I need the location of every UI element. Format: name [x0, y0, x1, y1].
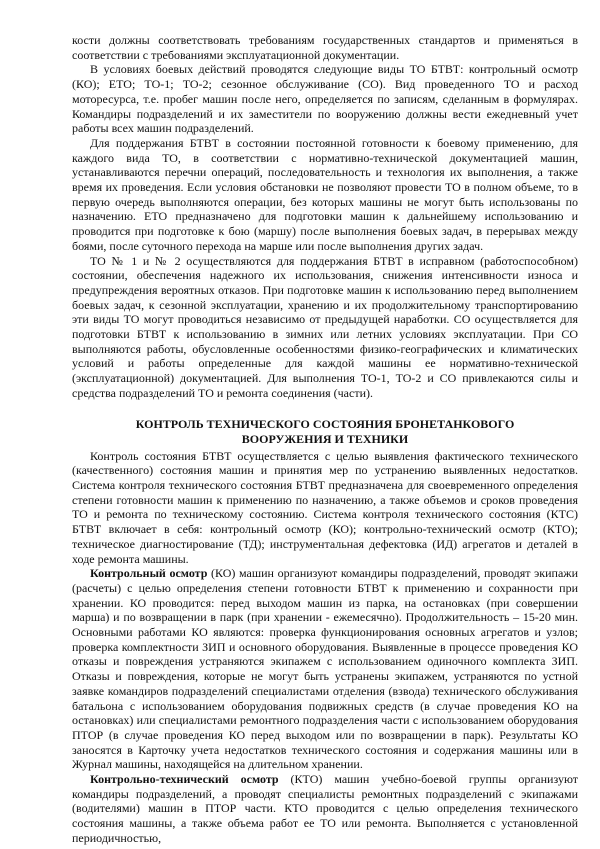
term-technical-inspection: Контрольно-технический осмотр	[90, 772, 279, 787]
paragraph-control-inspection	[72, 566, 578, 772]
paragraph-technical-inspection	[72, 772, 578, 846]
paragraph-maintenance-types: В условиях боевых действий проводятся следующие виды ТО БТВТ: контрольный осмотр (КО); ЕТО; ТО-1; ТО-2; сезонное обслуживание (СО). Вид проведенного ТО и расход моторесурса, т.е. пробег машин после него, определяется по записям, сделанным в формулярах. Командиры подразделений и их заместители по вооружению должны вести ежедневный учет работы всех машин подразделений.	[72, 62, 578, 136]
term-control-inspection: Контрольный осмотр	[90, 566, 208, 581]
section-heading	[72, 417, 578, 447]
text-technical-inspection: (КТО) машин учебно-боевой группы организуют командиры подразделений, а проводят специалисты ремонтных подразделений с экипажами (водителями) машин в ПТОР части. КТО проводится с целью определения технического состояния машины, а также объема работ ее ТО или ремонта. Выполняется с установленной периодичностью,	[72, 772, 578, 845]
text-control-inspection: (КО) машин организуют командиры подразделений, проводят экипажи (расчеты) с целью определения степени готовности БТВТ к применению и сохранности при хранении. КО проводится: перед выходом машин из парка, на остановках (при совершении марша) и по возвращении в парк (при хранении - ежемесячно). Продолжительность – 15-20 мин. Основными работами КО являются: проверка функционирования основных агрегатов и узлов; проверка комплектности ЗИП и основного оборудования. Выявленные в процессе проведения КО отказы и повреждения устраняются экипажем с использованием одиночного комплекта ЗИП. Отказы и повреждения, которые не могут быть устранены экипажем, устраняются по устной заявке командиров подразделений специалистами отделения (взвода) технического обслуживания батальона с использованием оборудования подвижных средств (в случае проведения КО на остановках) или специалистами ремонтного подразделения части с использованием оборудования ПТОР (в случае проведения КО перед выходом или по возвращении в парк). Результаты КО заносятся в Карточку учета недостатков технического состояния и содержания машины или в Журнал машины, находящейся на длительном хранении.	[72, 566, 578, 772]
paragraph-control-intro: Контроль состояния БТВТ осуществляется с целью выявления фактического технического (качественного) состояния машин и принятия мер по устранению выявленных недостатков. Система контроля технического состояния БТВТ предназначена для своевременного определения степени готовности машин к применению по назначению, а также объемов и сроков проведения ТО и ремонта по техническому состоянию. Система контроля технического состояния (КТС) БТВТ включает в себя: контрольный осмотр (КО); контрольно-технический осмотр (КТО); техническое диагностирование (ТД); инструментальная дефектовка (ИД) агрегатов и деталей в ходе ремонта машины.	[72, 448, 578, 566]
section-heading-line2: ВООРУЖЕНИЯ И ТЕХНИКИ	[241, 431, 409, 446]
paragraph-to1-to2: ТО № 1 и № 2 осуществляются для поддержания БТВТ в исправном (работоспособном) состоянии, обеспечения надежного их использования, снижения интенсивности износа и предупреждения вероятных отказов. При подготовке машин к использованию перед выполнением боевых задач, к сезонной эксплуатации, хранению и их продолжительному транспортированию эти виды ТО могут проводиться независимо от предыдущей наработки. СО осуществляется для подготовки БТВТ к использованию в зимних или летних условиях эксплуатации. При СО выполняются работы, обусловленные особенностями физико-географических и климатических условий и работы определенные для каждой машины ее нормативно-технической (эксплуатационной) документацией. Для выполнения ТО-1, ТО-2 и СО привлекаются силы и средства подразделений ТО и ремонта соединения (части).	[72, 253, 578, 400]
paragraph-continuation: кости должны соответствовать требованиям государственных стандартов и применяться в соответствии с требованиями эксплуатационной документации.	[72, 33, 578, 62]
paragraph-readiness: Для поддержания БТВТ в состоянии постоянной готовности к боевому применению, для каждого вида ТО, в соответствии с нормативно-технической документацией машин, устанавливаются перечни операций, последовательность и технология их выполнения, а также время их проведения. Если условия обстановки не позволяют провести ТО в полном объеме, то в первую очередь выполняются операции, без которых машины не могут быть использованы по назначению. ЕТО предназначено для подготовки машин к дальнейшему использованию и проводится при подготовке к бою (маршу) после выполнения боевых задач, в перерывах между боями, после суточного перехода на марше или после выполнения других задач.	[72, 135, 578, 253]
section-heading-line1: КОНТРОЛЬ ТЕХНИЧЕСКОГО СОСТОЯНИЯ БРОНЕТАНКОВОГО	[135, 416, 515, 431]
document-page	[72, 33, 578, 846]
